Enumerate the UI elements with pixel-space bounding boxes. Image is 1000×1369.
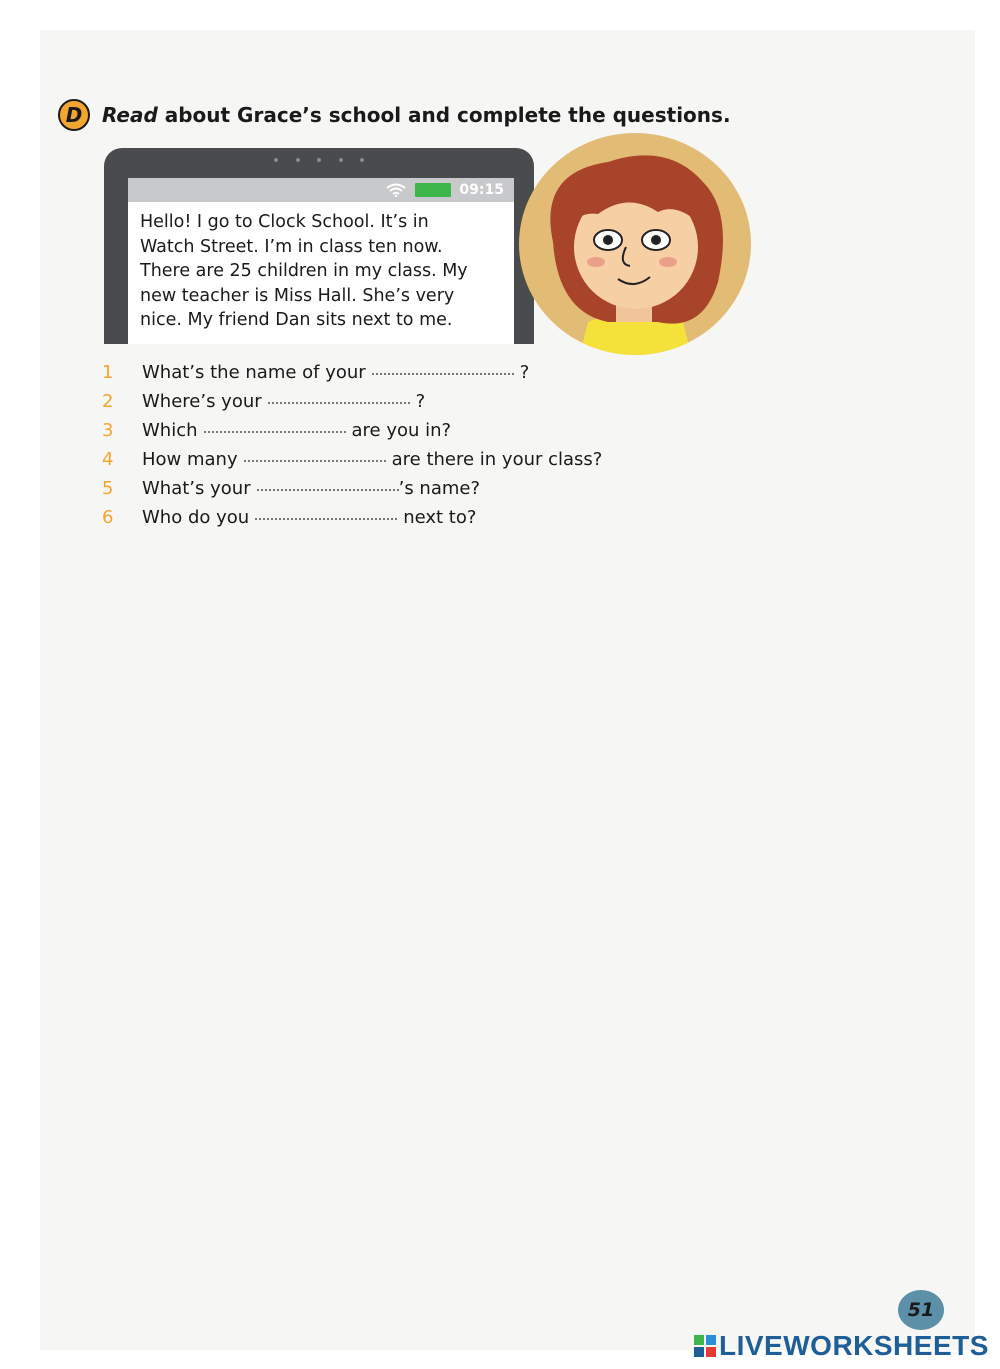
wifi-icon [385, 183, 407, 197]
question-text-before: Who do you [142, 507, 250, 528]
message-line: nice. My friend Dan sits next to me. [140, 310, 453, 330]
question-number: 3 [102, 420, 114, 441]
question-row [102, 449, 602, 478]
status-clock: 09:15 [459, 182, 504, 198]
page-number: 51 [898, 1290, 944, 1330]
questions-list [102, 362, 602, 536]
question-number: 2 [102, 391, 114, 412]
liveworksheets-logo [694, 1330, 989, 1362]
exercise-badge: D [58, 99, 90, 131]
question-text-before: Which [142, 420, 198, 441]
message-line: new teacher is Miss Hall. She’s very [140, 285, 455, 306]
logo-text: LIVEWORKSHEETS [719, 1330, 989, 1361]
message-line: Watch Street. I’m in class ten now. [140, 236, 443, 257]
question-text-after: are you in? [351, 420, 452, 441]
answer-blank-4[interactable] [244, 460, 386, 462]
exercise-instruction [102, 103, 731, 127]
question-row [102, 362, 602, 391]
question-text-after: ’s name? [398, 478, 481, 499]
battery-icon [415, 183, 451, 197]
question-text-after: ? [415, 391, 426, 412]
question-text-before: How many [142, 449, 238, 470]
answer-blank-3[interactable] [204, 431, 346, 433]
answer-blank-6[interactable] [255, 518, 397, 520]
message-line: There are 25 children in my class. My [140, 261, 468, 281]
instruction-verb: Read [102, 103, 158, 127]
question-number: 4 [102, 449, 114, 470]
answer-blank-5[interactable] [257, 489, 399, 491]
answer-blank-1[interactable] [372, 373, 514, 375]
question-number: 5 [102, 478, 114, 499]
answer-blank-2[interactable] [268, 402, 410, 404]
question-text-after: ? [519, 362, 530, 383]
grace-avatar-illustration [518, 132, 752, 356]
question-text-before: What’s your [142, 478, 251, 499]
question-text-after: next to? [403, 507, 477, 528]
question-row [102, 391, 602, 420]
question-row [102, 478, 602, 507]
question-text-after: are there in your class? [391, 449, 603, 470]
question-number: 1 [102, 362, 114, 383]
instruction-rest: about Grace’s school and complete the questions. [157, 103, 731, 127]
question-text-before: Where’s your [142, 391, 262, 412]
status-bar [128, 178, 514, 202]
logo-grid-icon [694, 1335, 716, 1357]
exercise-header [58, 99, 731, 131]
question-row [102, 420, 602, 449]
tablet-camera-dots [274, 157, 364, 163]
tablet-device [104, 148, 534, 344]
question-text-before: What’s the name of your [142, 362, 366, 383]
question-number: 6 [102, 507, 114, 528]
grace-message [128, 202, 514, 333]
question-row [102, 507, 602, 536]
message-line: Hello! I go to Clock School. It’s in [140, 212, 429, 232]
tablet-screen [128, 178, 514, 344]
